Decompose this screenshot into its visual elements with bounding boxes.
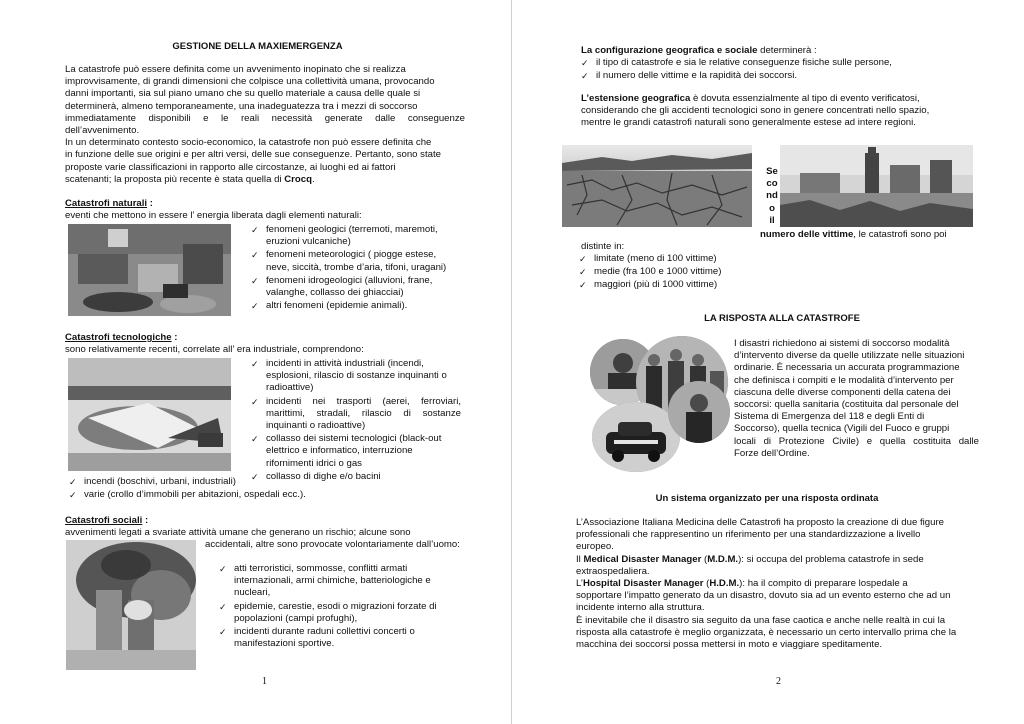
check-icon: ✓: [251, 301, 259, 312]
response-line: locali di Protezione Civile) e quella costituita dalle: [734, 435, 979, 447]
hdm-acronym: H.D.M.: [709, 578, 740, 590]
extension-line: considerando che gli accidenti tecnologici sono in genere concentrati nello spazio,: [581, 105, 930, 117]
intro-line: La catastrofe può essere definita come un avvenimento inopinato che si realizza: [65, 64, 406, 75]
intro-paragraph: [65, 64, 465, 186]
hdm-title: Hospital Disaster Manager: [582, 578, 704, 590]
hdm-line: [576, 578, 1006, 590]
item-text: incidenti in attività industriali (incendi, esplosioni, rilascio di sostanze inquinanti o radioattive): [266, 358, 447, 394]
assoc-line: europeo.: [576, 541, 614, 553]
item-text: altri fenomeni (epidemie animali).: [266, 300, 408, 312]
tech-desc: sono relativamente recenti, correlate all’ era industriale, comprendono:: [65, 344, 364, 356]
secondo-char: co: [766, 178, 778, 190]
list-item: [581, 70, 981, 82]
check-icon: ✓: [219, 627, 227, 638]
list-item: [251, 396, 461, 433]
extension-line: mentre le grandi catastrofi naturali sono generalmente estese ad intere regioni.: [581, 117, 916, 129]
intro-end: .: [311, 173, 315, 185]
list-item: [579, 266, 829, 278]
tech-section: [65, 332, 465, 356]
social-section: [65, 515, 465, 539]
mdm-line-2: extraospedaliera.: [576, 565, 650, 577]
tech-heading: Catastrofi tecnologiche: [65, 332, 172, 343]
item-text: collasso di dighe e/o bacini: [266, 470, 381, 482]
list-item: [251, 275, 461, 299]
distinte-label: distinte in:: [581, 241, 625, 252]
author-crocq: Crocq: [284, 173, 312, 185]
intro-line: improvvisamente, di grandi dimensioni che colpisce una collettività umana, provocando: [65, 76, 435, 88]
response-line: soccorsi: quella sanitaria (costituita dal personale del: [734, 399, 959, 411]
response-line: d’intervento diverse da quelle utilizzate nelle situazioni: [734, 350, 965, 362]
list-item: [579, 253, 829, 265]
hdm-pre: L’: [576, 578, 583, 590]
response-line: I disastri richiedono ai sistemi di soccorso modalità: [734, 338, 950, 349]
check-icon: ✓: [251, 434, 259, 445]
intro-line: in funzione delle sue origini e per altri versi, delle sue conseguenze. Pertanto, sono state: [65, 149, 441, 161]
assoc-line: L’Associazione Italiana Medicina delle Catastrofi ha proposto la creazione di due figure: [576, 517, 944, 528]
check-icon: ✓: [251, 359, 259, 369]
item-text: varie (crollo d’immobili per abitazioni, ospedali ecc.).: [84, 489, 306, 501]
check-icon: ✓: [251, 225, 259, 235]
page-number: 1: [262, 676, 267, 687]
tech-list-extra: [69, 476, 449, 502]
officer-photo: [668, 381, 730, 443]
item-text: il tipo di catastrofe e sia le relative conseguenze fisiche sulle persone,: [596, 57, 892, 68]
check-icon: ✓: [581, 71, 589, 82]
check-icon: ✓: [251, 275, 259, 286]
tech-list: [251, 358, 461, 484]
victims-line: [760, 229, 990, 241]
check-icon: ✓: [579, 280, 587, 291]
check-icon: ✓: [581, 58, 589, 68]
hdm-mid: (: [703, 578, 710, 590]
intro-line: In un determinato contesto socio-economico, la catastrofe non può essere definita che: [65, 137, 432, 149]
page-title: GESTIONE DELLA MAXIEMERGENZA: [172, 41, 343, 52]
secondo-char: o: [769, 202, 775, 214]
list-item: [219, 626, 459, 650]
check-icon: ✓: [579, 267, 587, 278]
item-text: fenomeni meteorologici ( piogge estese, neve, siccità, trombe d’aria, tifoni, uragani): [266, 249, 447, 273]
response-line: ordinarie. È necessaria un accurata programmazione: [734, 362, 960, 374]
natural-heading: Catastrofi naturali: [65, 198, 148, 209]
assoc-line: professionali che rappresentino un riferimento per una standardizzazione a livello: [576, 529, 921, 541]
victims-rest: , le catastrofi sono poi: [853, 229, 947, 240]
check-icon: ✓: [251, 250, 259, 261]
police-car-photo: [592, 402, 680, 472]
victims-bold: numero delle vittime: [760, 229, 854, 240]
response-line: ciascuna delle diverse componenti della catena dei: [734, 386, 951, 398]
response-line: Sistema di Emergenza del 118 e degli Enti di: [734, 411, 925, 423]
intro-line: danni importanti, sia sul piano umano che su quello materiale a causa delle quale si: [65, 88, 421, 100]
earthquake-photo: [68, 224, 231, 316]
secondo-char: il: [769, 214, 775, 226]
response-line: Forze dell’Ordine.: [734, 447, 810, 459]
tech-heading-colon: :: [171, 332, 178, 343]
extension-rest: è dovuta essenzialmente al tipo di evento verificatosi,: [690, 93, 920, 104]
natural-desc: eventi che mettono in essere l’ energia liberata dagli elementi naturali:: [65, 210, 362, 222]
response-line: Soccorso), quella tecnica (Vigili del Fuoco e gruppi: [734, 423, 950, 435]
check-icon: ✓: [219, 601, 227, 612]
config-rest: determinerà :: [757, 45, 817, 56]
mdm-acronym: M.D.M.: [707, 553, 739, 565]
social-list: [219, 563, 459, 651]
response-title: LA RISPOSTA ALLA CATASTROFE: [704, 313, 860, 324]
item-text: epidemie, carestie, esodi o migrazioni forzate di popolazioni (campi profughi),: [234, 600, 437, 624]
item-text: incidenti durante raduni collettivi concerti o manifestazioni sportive.: [234, 626, 415, 650]
list-item: [69, 489, 449, 501]
hdm-rest: ): ha il compito di preparare lospedale a: [739, 578, 908, 590]
page-number: 2: [776, 676, 781, 687]
city-ruins-photo: [780, 145, 973, 227]
intro-line: determinerà, almeno temporaneamente, una inadeguatezza tra i mezzi di soccorso: [65, 100, 418, 112]
list-item: [579, 279, 829, 291]
secondo-char: Se: [766, 166, 778, 177]
check-icon: ✓: [69, 477, 77, 487]
item-text: collasso dei sistemi tecnologici (black-out elettrico e informatico, interruzione rifornimenti idrici o gas: [266, 433, 442, 469]
list-item: [251, 224, 461, 248]
response-line: che definisca i compiti e le modalità d’intervento per: [734, 374, 954, 386]
plane-crash-photo: [68, 358, 231, 471]
list-item: [69, 476, 449, 488]
list-item: [251, 433, 461, 470]
list-item: [251, 249, 461, 273]
mdm-pre: Il: [576, 553, 584, 565]
intro-line: [65, 174, 465, 186]
check-icon: ✓: [251, 396, 259, 407]
item-text: medie (fra 100 e 1000 vittime): [594, 266, 722, 278]
natural-heading-colon: :: [147, 198, 153, 209]
item-text: maggiori (più di 1000 vittime): [594, 279, 718, 291]
list-item: [251, 358, 461, 395]
mdm-title: Medical Disaster Manager: [583, 553, 702, 565]
hdm-line: risposta alla catastrofe è meglio organizzata, è necessario un certo intervallo prima che la: [576, 626, 957, 638]
social-desc-2: accidentali, altre sono provocate volontariamente dall’uomo:: [205, 539, 460, 550]
list-item: [219, 601, 459, 625]
association-paragraph: [576, 517, 1006, 651]
hdm-line: macchina dei soccorsi possa mettersi in moto e viaggiare speditamente.: [576, 639, 883, 651]
social-heading-colon: :: [142, 515, 149, 526]
intro-line: immediatamente disponibili e le reali necessità generate dalle conseguenze: [65, 112, 465, 124]
intro-line: proposte varie classificazioni in rapporto alle circostanze, ai luoghi ed ai fattori: [65, 161, 396, 173]
check-icon: ✓: [219, 564, 227, 574]
list-item: [219, 563, 459, 600]
intro-line: dell’avvenimento.: [65, 125, 140, 137]
check-icon: ✓: [69, 490, 77, 501]
system-title: Un sistema organizzato per una risposta ordinata: [655, 493, 879, 504]
victims-list: [579, 253, 829, 293]
mdm-mid: (: [701, 553, 708, 565]
social-heading: Catastrofi sociali: [65, 515, 143, 526]
config-section: [581, 45, 961, 57]
social-desc: avvenimenti legati a svariate attività umane che generano un rischio; alcune sono: [65, 527, 411, 539]
item-text: incidenti nei trasporti (aerei, ferroviari, marittimi, stradali, rilascio di sostanze inquinanti o radioattive): [266, 395, 461, 432]
secondo-char: nd: [766, 190, 778, 202]
check-icon: ✓: [251, 471, 259, 482]
config-list: [581, 57, 981, 83]
drought-photo: [562, 145, 752, 227]
config-bold: La configurazione geografica e sociale: [581, 45, 758, 56]
natural-list: [251, 224, 461, 313]
extension-section: [581, 93, 1001, 130]
intro-text: scatenanti; la proposta più recente è stata quella di: [65, 173, 282, 185]
hdm-line: incidente interno alla struttura.: [576, 602, 705, 614]
check-icon: ✓: [579, 254, 587, 264]
mdm-line: [576, 554, 1006, 566]
response-paragraph: [734, 338, 979, 460]
item-text: fenomeni geologici (terremoti, maremoti, eruzioni vulcaniche): [266, 224, 438, 248]
item-text: limitate (meno di 100 vittime): [594, 253, 717, 264]
page-2: [512, 0, 1024, 724]
item-text: fenomeni idrogeologici (alluvioni, frane, valanghe, collasso dei ghiacciai): [266, 274, 433, 299]
item-text: il numero delle vittime e la rapidità dei soccorsi.: [596, 70, 798, 82]
item-text: atti terroristici, sommosse, conflitti armati internazionali, armi chimiche, batteriologiche e nucleari,: [234, 563, 431, 599]
hdm-line: sopportare l’impatto generato da un disastro, dovuto sia ad un evento esterno che ad un: [576, 590, 951, 602]
natural-section: [65, 198, 465, 222]
twin-towers-photo: [66, 540, 196, 670]
extension-bold: L’estensione geografica: [581, 93, 691, 104]
mdm-rest: ): si occupa del problema catastrofe in sede: [738, 553, 924, 565]
item-text: incendi (boschivi, urbani, industriali): [84, 476, 236, 487]
list-item: [581, 57, 981, 69]
list-item: [251, 300, 461, 312]
hdm-line: È inevitabile che il disastro sia seguito da una fase caotica e anche nelle realtà in cui la: [576, 614, 946, 626]
